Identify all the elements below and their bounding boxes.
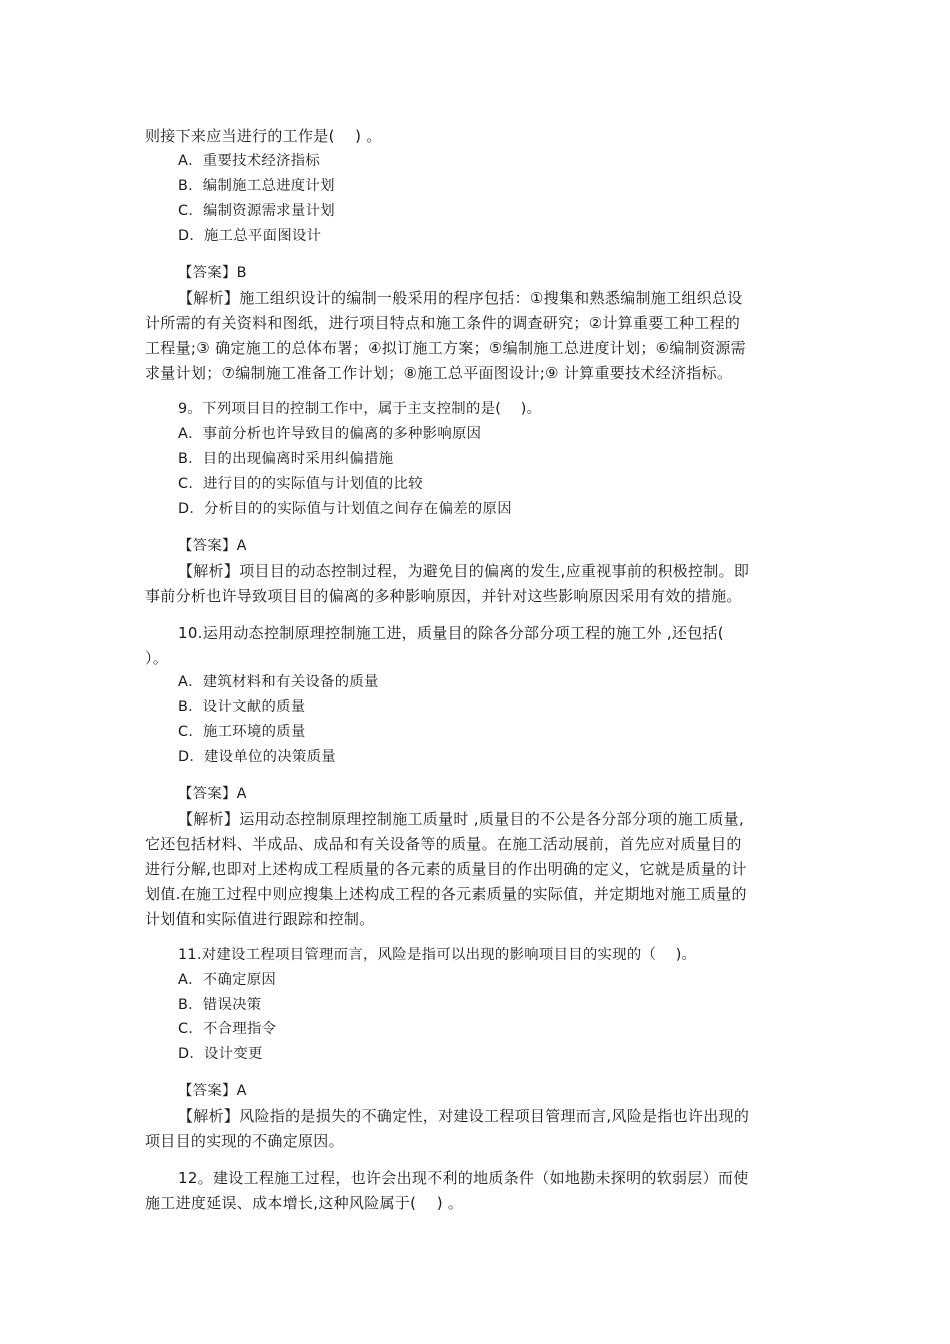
option-d: D．设计变更: [178, 1046, 263, 1062]
option-b: B．错误决策: [178, 997, 262, 1013]
answer-label: 【答案】B: [178, 265, 247, 281]
analysis-text: 【解析】项目目的动态控制过程，为避免目的偏离的发生,应重视事前的积极控制。即: [178, 562, 750, 580]
analysis-text: 它还包括材料、半成品、成品和有关设备等的质量。在施工活动展前，首先应对质量目的: [145, 835, 742, 853]
analysis-text: 工程量;③ 确定施工的总体布署；④拟订施工方案；⑤编制施工总进度计划；⑥编制资源需: [145, 339, 746, 357]
option-a: A．建筑材料和有关设备的质量: [178, 674, 379, 690]
analysis-text: 项目目的实现的不确定原因。: [145, 1132, 344, 1150]
answer-label: 【答案】A: [178, 1083, 247, 1099]
option-b: B．设计文献的质量: [178, 699, 306, 715]
question-10-stem: ）。: [145, 649, 169, 667]
analysis-text: 【解析】施工组织设计的编制一般采用的程序包括：①搜集和熟悉编制施工组织总设: [178, 289, 743, 307]
analysis-text: 计划值和实际值进行跟踪和控制。: [145, 910, 375, 928]
analysis-text: 【解析】风险指的是损失的不确定性，对建设工程项目管理而言,风险是指也许出现的: [178, 1107, 750, 1125]
analysis-text: 【解析】运用动态控制原理控制施工质量时 ,质量目的不公是各分部分项的施工质量,: [178, 810, 745, 828]
analysis-text: 进行分解,也即对上述构成工程质量的各元素的质量目的作出明确的定义，它就是质量的计: [145, 860, 747, 878]
answer-label: 【答案】A: [178, 538, 247, 554]
answer-label: 【答案】A: [178, 786, 247, 802]
option-c: C．进行目的的实际值与计划值的比较: [178, 476, 423, 492]
question-12-stem: 12。建设工程施工过程，也许会出现不利的地质条件（如地勘未探明的软弱层）而使: [178, 1169, 749, 1187]
option-b: B．目的出现偏离时采用纠偏措施: [178, 451, 394, 467]
option-d: D．分析目的的实际值与计划值之间存在偏差的原因: [178, 501, 512, 517]
analysis-text: 计所需的有关资料和图纸，进行项目特点和施工条件的调查研究；②计算重要工种工程的: [145, 314, 741, 332]
option-c: C．编制资源需求量计划: [178, 203, 335, 219]
option-a: A．不确定原因: [178, 972, 277, 988]
question-8-stem-tail: 则接下来应当进行的工作是( ) 。: [145, 127, 382, 145]
option-a: A．事前分析也许导致目的偏离的多种影响原因: [178, 426, 482, 442]
option-d: D．施工总平面图设计: [178, 228, 322, 244]
question-9-stem: 9。下列项目目的控制工作中，属于主支控制的是( )。: [178, 401, 542, 417]
option-b: B．编制施工总进度计划: [178, 178, 335, 194]
option-a: A．重要技术经济指标: [178, 153, 321, 169]
analysis-text: 划值.在施工过程中则应搜集上述构成工程的各元素质量的实际值，并定期地对施工质量的: [145, 885, 747, 903]
question-10-stem: 10.运用动态控制原理控制施工进，质量目的除各分部分项工程的施工外 ,还包括(: [178, 624, 724, 642]
analysis-text: 求量计划；⑦编制施工准备工作计划；⑧施工总平面图设计;⑨ 计算重要技术经济指标。: [145, 364, 733, 382]
option-d: D．建设单位的决策质量: [178, 749, 336, 765]
option-c: C．不合理指令: [178, 1021, 277, 1037]
analysis-text: 事前分析也许导致项目目的偏离的多种影响原因，并针对这些影响原因采用有效的措施。: [145, 587, 742, 605]
option-c: C．施工环境的质量: [178, 724, 306, 740]
question-12-stem: 施工进度延误、成本增长,这种风险属于( ) 。: [145, 1194, 464, 1212]
question-11-stem: 11.对建设工程项目管理而言，风险是指可以出现的影响项目目的实现的（ )。: [178, 947, 697, 963]
